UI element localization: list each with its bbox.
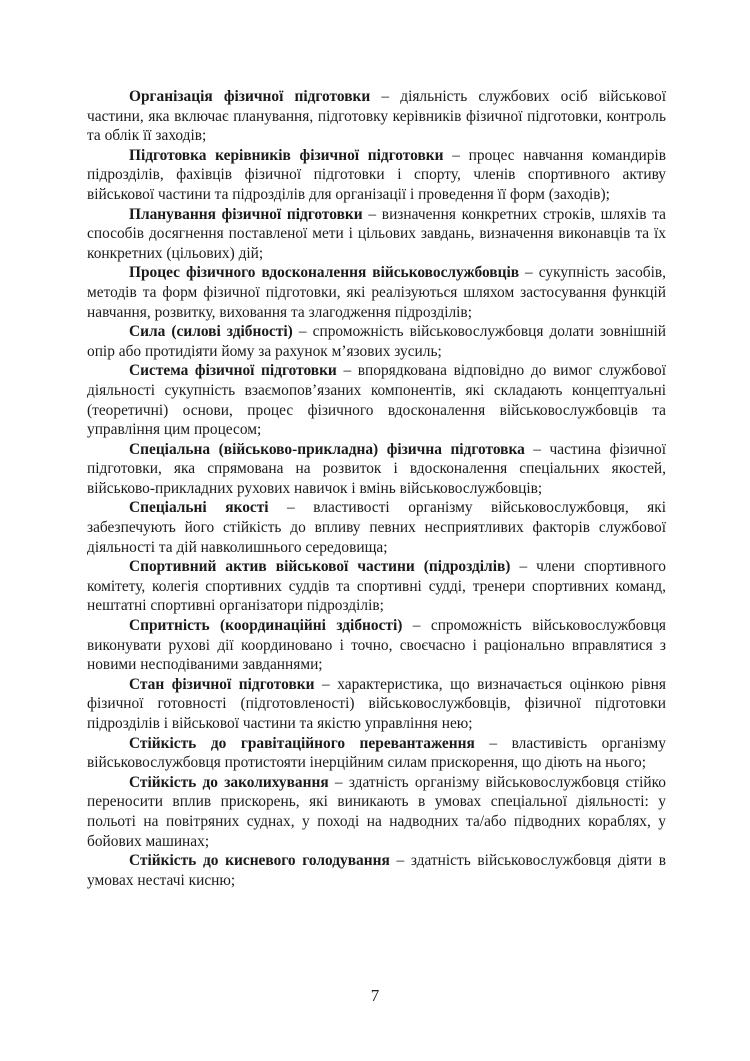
term: Стійкість до кисневого голодування xyxy=(129,852,390,870)
term: Спеціальна (військово-прикладна) фізична підготовка xyxy=(129,440,525,458)
definition-text: – спроможність військовослужбовця долати зовнішній опір або протидіяти йому за рахунок м’язових зусиль; xyxy=(87,323,666,360)
definition-text: – властивість організму військовослужбовця протистояти інерційним силам прискорення, що діють на нього; xyxy=(87,734,666,772)
definition-text: – визначення конкретних строків, шляхів та способів досягнення поставленої мети і цільових завдань, визначення виконавців та їх конкретних (цільових) дій; xyxy=(87,205,666,262)
definition-entry xyxy=(87,322,666,361)
term: Організація фізичної підготовки xyxy=(129,88,371,105)
definition-entry xyxy=(87,734,666,773)
term: Стійкість до гравітаційного перевантаження xyxy=(129,734,475,752)
definition-entry xyxy=(87,851,666,890)
definition-text: – характеристика, що визначається оцінкою рівня фізичної готовності (підготовленості) військовослужбовців, фізичної підготовки підрозділів і військової частини та якістю управління нею; xyxy=(87,675,666,732)
definition-text: – впорядкована відповідно до вимог службової діяльності сукупність взаємопов’язаних компонентів, які складають концептуальні (теоретичні) основи, процес фізичного вдосконалення військовослужбовців та управління цим процесом; xyxy=(87,362,667,439)
definition-text: – частина фізичної підготовки, яка спрямована на розвиток і вдосконалення спеціальних якостей, військово-прикладних рухових навичок і вмінь військовослужбовців; xyxy=(87,440,666,497)
definition-entry xyxy=(87,263,666,322)
definition-text: – діяльність службових осіб військової частини, яка включає планування, підготовку керівників фізичної підготовки, контроль та облік її заходів; xyxy=(87,88,666,145)
definition-entry xyxy=(87,498,666,557)
definition-text: – процес навчання командирів підрозділів, фахівців фізичної підготовки і спорту, членів спортивного активу військової частини та підрозділів для організації і проведення її форм (заходів); xyxy=(87,146,666,203)
term: Стійкість до заколихування xyxy=(129,773,329,791)
definition-entry xyxy=(87,675,666,734)
definition-entry xyxy=(87,440,666,499)
definition-entry xyxy=(87,773,666,851)
definition-text: – спроможність військовослужбовця виконувати рухові дії координовано і точно, своєчасно і раціонально вправлятися з новими несподіваними завданнями; xyxy=(87,617,667,674)
term: Процес фізичного вдосконалення військовослужбовців xyxy=(129,264,520,282)
definition-entry xyxy=(87,87,666,146)
definition-text: – члени спортивного комітету, колегія спортивних суддів та спортивні судді, тренери спортивних команд, нештатні спортивні організатори підрозділів; xyxy=(87,558,666,615)
definition-text: – властивості організму військовослужбовця, які забезпечують його стійкість до впливу певних несприятливих факторів службової діяльності та дій навколишнього середовища; xyxy=(87,499,667,556)
definition-entry xyxy=(87,361,666,439)
term: Стан фізичної підготовки xyxy=(129,675,315,693)
definition-text: – здатність організму військовослужбовця стійко переносити вплив прискорень, які виникають в умовах спеціальної діяльності: у польоті на повітряних суднах, у поході на надводних та/або підводних кораблях, у бойових машинах; xyxy=(87,773,666,850)
term: Сила (силові здібності) xyxy=(129,323,293,341)
definition-entry xyxy=(87,557,666,616)
term: Спеціальні якості xyxy=(129,499,269,517)
document-page xyxy=(87,87,666,890)
term: Планування фізичної підготовки xyxy=(129,205,363,223)
page-number: 7 xyxy=(370,986,380,1005)
definition-entry xyxy=(87,616,666,675)
definition-text: – сукупність засобів, методів та форм фізичної підготовки, які реалізуються шляхом застосування функцій навчання, розвитку, виховання та злагодження підрозділів; xyxy=(87,264,666,321)
term: Спритність (координаційні здібності) xyxy=(129,617,403,635)
term: Система фізичної підготовки xyxy=(129,362,337,380)
term: Підготовка керівників фізичної підготовки xyxy=(129,146,444,164)
definition-entry xyxy=(87,146,666,205)
definition-entry xyxy=(87,205,666,264)
term: Спортивний актив військової частини (підрозділів) xyxy=(129,558,511,576)
definition-text: – здатність військовослужбовця діяти в умовах нестачі кисню; xyxy=(87,852,666,889)
